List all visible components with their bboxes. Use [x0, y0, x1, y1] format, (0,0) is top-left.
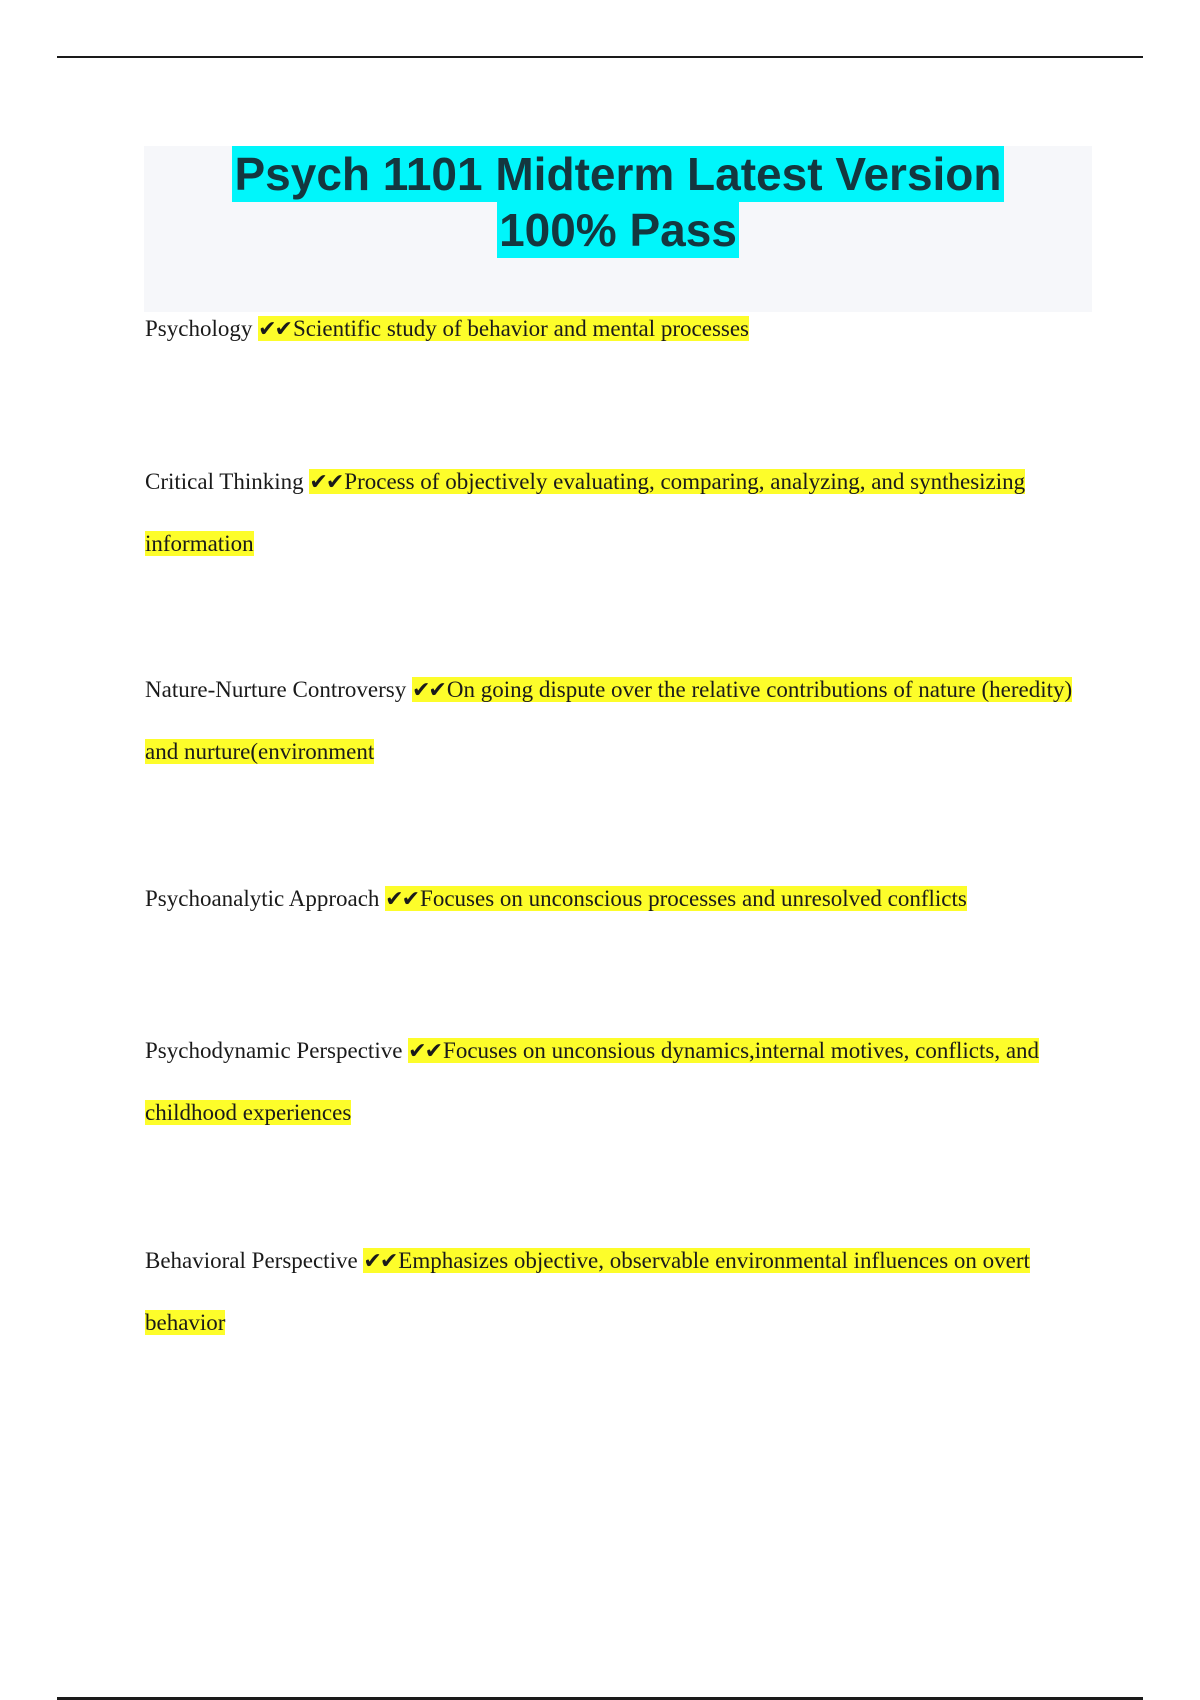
title-block	[144, 146, 1092, 312]
double-check-icon: ✔✔	[385, 887, 419, 912]
entry-definition	[258, 316, 749, 341]
definition-text: Focuses on unconsious dynamics,internal motives, conflicts, and childhood experiences	[145, 1038, 1040, 1125]
header-rule	[57, 56, 1143, 58]
entry-term: Behavioral Perspective	[145, 1248, 358, 1273]
title-line-2: 100% Pass	[499, 204, 737, 256]
entry-critical-thinking	[145, 451, 1090, 574]
double-check-icon: ✔✔	[258, 317, 291, 342]
entry-behavioral	[145, 1230, 1090, 1353]
double-check-icon: ✔✔	[408, 1039, 442, 1064]
definition-text: On going dispute over the relative contributions of nature (heredity) and nurture(environment	[145, 677, 1073, 764]
entry-term: Psychology	[145, 316, 253, 341]
entry-term: Nature-Nurture Controversy	[145, 677, 407, 702]
entry-term: Critical Thinking	[145, 469, 304, 494]
double-check-icon: ✔✔	[363, 1249, 397, 1274]
definition-text: Focuses on unconscious processes and unresolved conflicts	[420, 886, 967, 911]
entry-psychodynamic	[145, 1020, 1090, 1143]
double-check-icon: ✔✔	[309, 470, 343, 495]
definition-text: Scientific study of behavior and mental processes	[292, 316, 750, 341]
entry-definition	[385, 886, 967, 911]
document-title	[144, 146, 1092, 258]
entry-psychology	[145, 298, 1090, 360]
entry-psychoanalytic	[145, 868, 1090, 930]
title-line-1: Psych 1101 Midterm Latest Version	[234, 148, 1002, 200]
definition-text: Process of objectively evaluating, comparing, analyzing, and synthesizing information	[145, 469, 1026, 556]
entry-term: Psychodynamic Perspective	[145, 1038, 403, 1063]
double-check-icon: ✔✔	[411, 678, 445, 703]
definition-text: Emphasizes objective, observable environmental influences on overt behavior	[145, 1248, 1030, 1335]
entry-nature-nurture	[145, 659, 1090, 782]
entry-term: Psychoanalytic Approach	[145, 886, 380, 911]
